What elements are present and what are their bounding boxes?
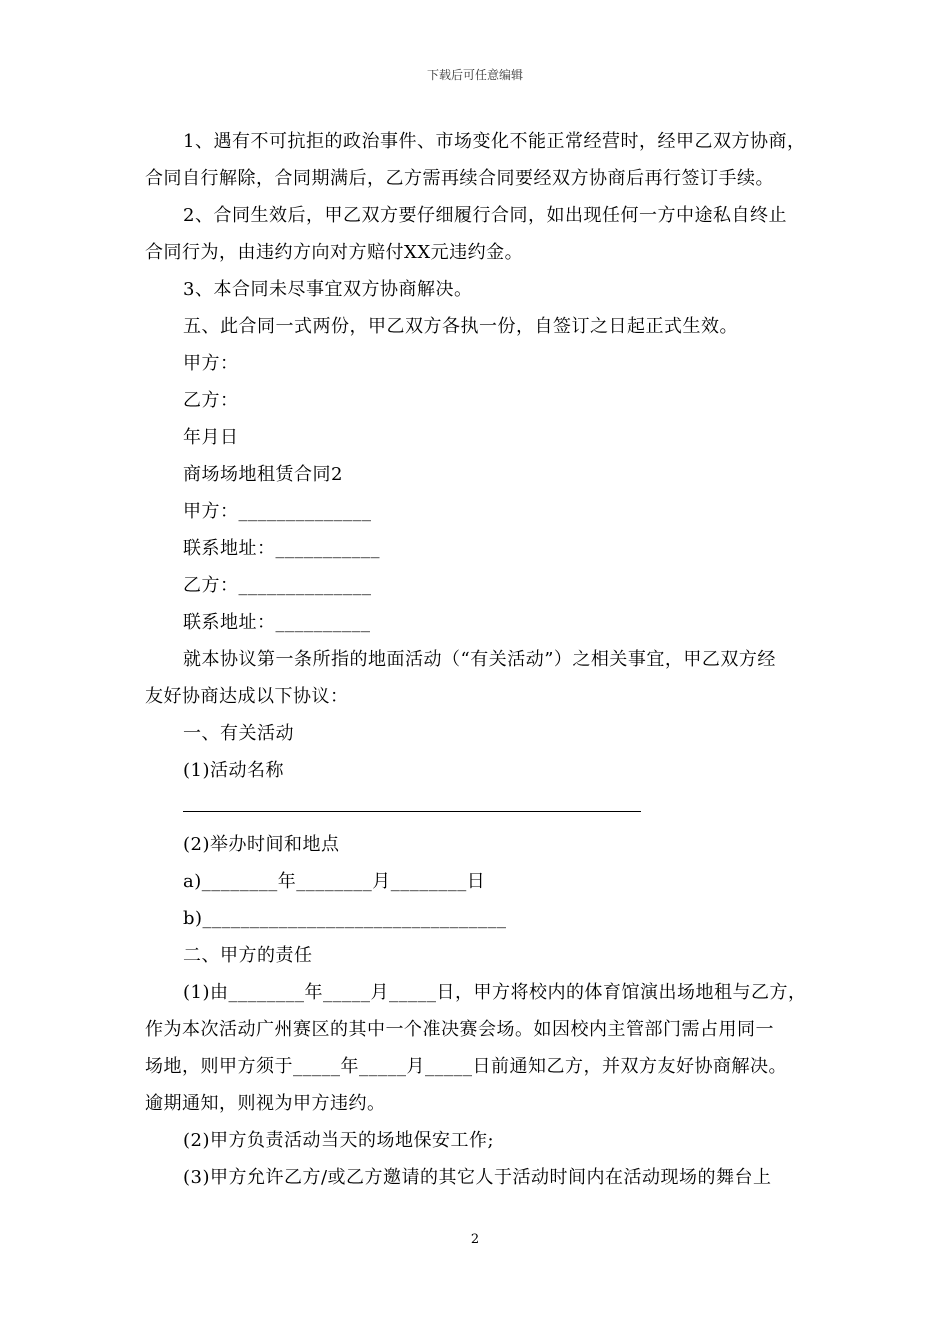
paragraph-line: (3)甲方允许乙方/或乙方邀请的其它人于活动时间内在活动现场的舞台上 — [183, 1167, 772, 1188]
page-number: 2 — [470, 1232, 480, 1247]
paragraph-line: (1)活动名称 — [183, 760, 284, 781]
paragraph-line: 甲方： — [183, 353, 239, 374]
paragraph-line: 商场场地租赁合同2 — [183, 464, 343, 485]
paragraph-line: 联系地址：___________ — [183, 538, 380, 559]
paragraph-line: 1、遇有不可抗拒的政治事件、市场变化不能正常经营时，经甲乙双方协商， — [183, 131, 806, 152]
paragraph-line: 甲方：______________ — [183, 501, 372, 522]
text-block-2 — [145, 826, 820, 1196]
activity-name-blank-line — [183, 811, 641, 812]
page-header: 下载后可任意编辑 — [426, 68, 523, 82]
paragraph-line: b)________________________________ — [183, 908, 507, 929]
paragraph-line: a)________年________月________日 — [183, 871, 486, 892]
paragraph-line: 逾期通知，则视为甲方违约。 — [145, 1093, 386, 1114]
paragraph-line: (2)举办时间和地点 — [183, 834, 340, 855]
paragraph-line: (2)甲方负责活动当天的场地保安工作; — [183, 1130, 495, 1151]
paragraph-line: 联系地址：__________ — [183, 612, 371, 633]
paragraph-line: 就本协议第一条所指的地面活动（“有关活动”）之相关事宜，甲乙双方经 — [183, 649, 776, 670]
paragraph-line: 乙方：______________ — [183, 575, 372, 596]
paragraph-line: 2、合同生效后，甲乙双方要仔细履行合同，如出现任何一方中途私自终止 — [183, 205, 787, 226]
paragraph-line: 乙方： — [183, 390, 239, 411]
paragraph-line: 一、有关活动 — [183, 723, 294, 744]
paragraph-line: 场地，则甲方须于_____年_____月_____日前通知乙方，并双方友好协商解决。 — [145, 1056, 787, 1077]
paragraph-line: 二、甲方的责任 — [183, 945, 313, 966]
paragraph-line: 友好协商达成以下协议： — [145, 686, 349, 707]
document-body — [145, 123, 820, 1196]
paragraph-line: 五、此合同一式两份，甲乙双方各执一份，自签订之日起正式生效。 — [183, 316, 738, 337]
paragraph-line: (1)由________年_____月_____日，甲方将校内的体育馆演出场地租与乙方， — [183, 982, 807, 1003]
paragraph-line: 合同行为，由违约方向对方赔付XX元违约金。 — [145, 242, 524, 263]
paragraph-line: 作为本次活动广州赛区的其中一个准决赛会场。如因校内主管部门需占用同一 — [145, 1019, 774, 1040]
paragraph-line: 合同自行解除，合同期满后，乙方需再续合同要经双方协商后再行签订手续。 — [145, 168, 774, 189]
text-block-1 — [145, 123, 820, 789]
paragraph-line: 年月日 — [183, 427, 239, 448]
paragraph-line: 3、本合同未尽事宜双方协商解决。 — [183, 279, 473, 300]
